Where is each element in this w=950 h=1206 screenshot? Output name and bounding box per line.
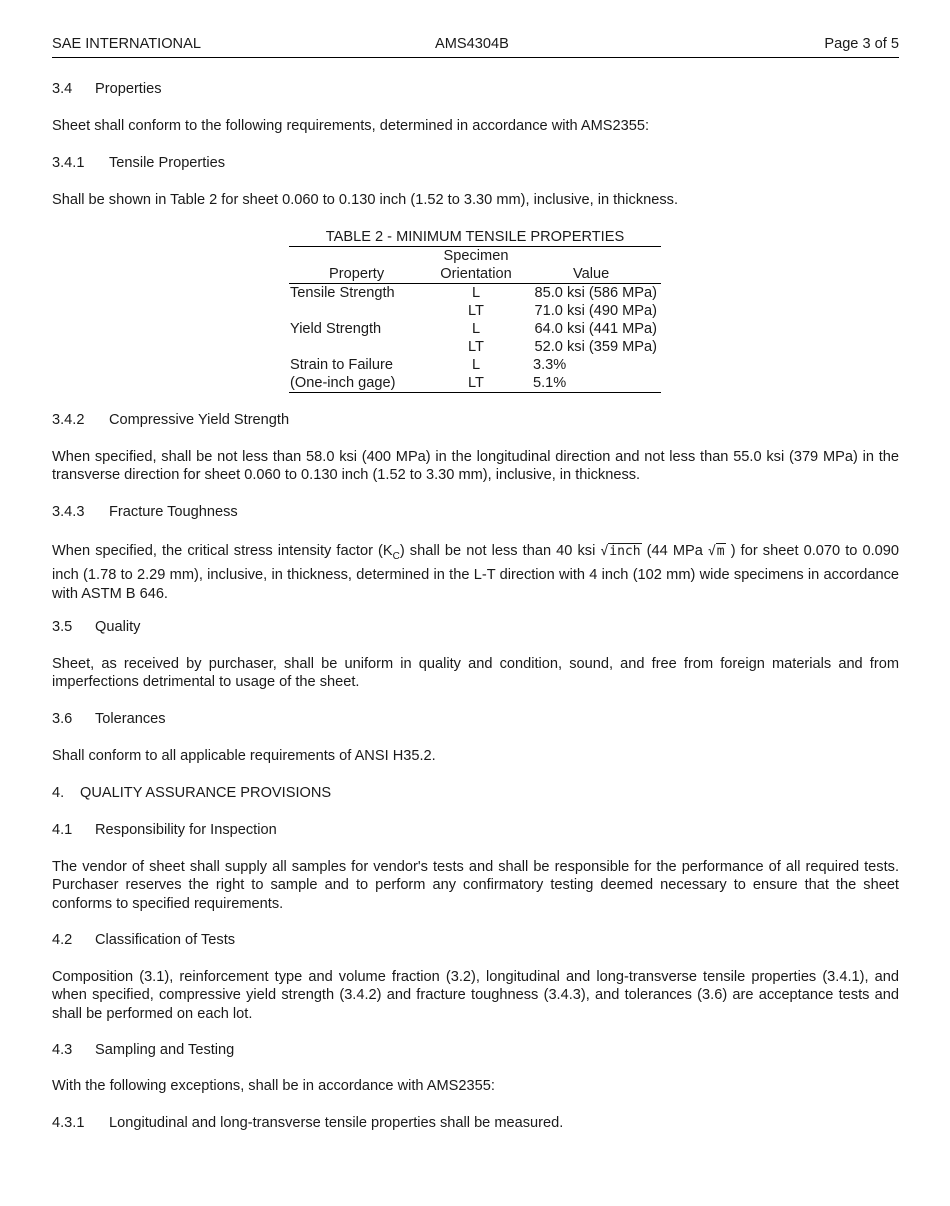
section-4-3-body: With the following exceptions, shall be in accordance with AMS2355:: [52, 1078, 495, 1094]
table-row: [289, 356, 661, 374]
header-value: Value: [573, 266, 610, 282]
table-header: [289, 247, 661, 284]
sqrt-m: √m: [707, 544, 725, 559]
header-page-number: Page 3 of 5: [824, 36, 899, 52]
section-title: QUALITY ASSURANCE PROVISIONS: [80, 785, 332, 801]
cell-orientation: LT: [468, 303, 484, 319]
section-3-4-1-heading: [52, 154, 899, 172]
section-3-4-1-body: Shall be shown in Table 2 for sheet 0.060 to 0.130 inch (1.52 to 3.30 mm), inclusive, in thickness.: [52, 192, 678, 208]
section-number: 4.2: [52, 932, 73, 948]
cell-value: 3.3%: [533, 357, 567, 373]
sqrt-inch: √inch: [600, 544, 641, 559]
section-number: 3.4.3: [52, 504, 85, 520]
section-3-4-heading: [52, 80, 899, 98]
cell-value: 64.0 ksi (441 MPa): [534, 321, 657, 337]
table-row: [289, 320, 661, 338]
header-orientation-line2: Orientation: [440, 266, 512, 282]
section-title: Responsibility for Inspection: [95, 822, 277, 838]
cell-orientation: L: [471, 357, 481, 373]
section-3-4-3-body: [52, 542, 899, 605]
section-3-5-body: Sheet, as received by purchaser, shall be uniform in quality and condition, sound, and free from foreign materials and from imperfections detrimental to usage of the sheet.: [52, 656, 899, 691]
table-2-minimum-tensile-properties: [289, 228, 661, 393]
cell-value: 52.0 ksi (359 MPa): [534, 339, 657, 355]
section-3-4-2-body: When specified, shall be not less than 58.0 ksi (400 MPa) in the longitudinal direction and not less than 55.0 ksi (379 MPa) in the transverse direction for sheet 0.060 to 0.130 inch (1.52 to 3.30 mm), inclusive, in thickness.: [52, 449, 899, 484]
header-property: Property: [329, 266, 385, 282]
header-document-number: AMS4304B: [435, 36, 509, 52]
section-3-4-2-heading: [52, 411, 899, 429]
section-3-4-3-heading: [52, 503, 899, 521]
cell-orientation: L: [471, 285, 481, 301]
table-bottom-rule: [289, 392, 661, 393]
cell-property: Tensile Strength: [290, 285, 395, 301]
section-number: 3.5: [52, 619, 73, 635]
cell-orientation: LT: [468, 375, 484, 391]
cell-property: Strain to Failure: [290, 357, 394, 373]
section-title: Tensile Properties: [109, 155, 225, 171]
table-row: [289, 284, 661, 302]
cell-orientation: LT: [468, 339, 484, 355]
section-3-6-body: Shall conform to all applicable requirements of ANSI H35.2.: [52, 748, 436, 764]
cell-property: Yield Strength: [290, 321, 382, 337]
section-3-5-heading: [52, 618, 899, 636]
section-title: Sampling and Testing: [95, 1042, 235, 1058]
section-title: Classification of Tests: [95, 932, 236, 948]
section-4-2-heading: [52, 931, 899, 949]
cell-value: 5.1%: [533, 375, 567, 391]
section-4-2-body: Composition (3.1), reinforcement type and volume fraction (3.2), longitudinal and long-transverse tensile properties (3.4.1), and when specified, compressive yield strength (3.4.2) and fracture toughness (3.4.3), and tolerances (3.6) are acceptance tests and shall be performed on each lot.: [52, 969, 899, 1022]
cell-value: 71.0 ksi (490 MPa): [534, 303, 657, 319]
section-4-heading: [52, 784, 899, 802]
table-row: [289, 302, 661, 320]
subscript-c: C: [392, 550, 400, 562]
section-title: Properties: [95, 81, 162, 97]
section-number: 3.4.2: [52, 412, 85, 428]
section-4-3-1: [52, 1114, 899, 1132]
section-title: Compressive Yield Strength: [109, 412, 290, 428]
radicand-m: m: [716, 544, 725, 559]
header-organization: SAE INTERNATIONAL: [52, 36, 201, 52]
section-number: 4.3.1: [52, 1115, 85, 1131]
body-text: ) for sheet 0.070 to 0.090 inch (1.78 to 2.29 mm), inclusive, in thickness, determined in the L-T direction with 4 inch (102 mm) wide specimens in accordance with ASTM B 646.: [52, 543, 899, 603]
body-text: When specified, the critical stress intensity factor (K: [52, 543, 393, 559]
section-number: 3.4.1: [52, 155, 85, 171]
section-number: 3.6: [52, 711, 73, 727]
cell-value: 85.0 ksi (586 MPa): [534, 285, 657, 301]
section-3-6-heading: [52, 710, 899, 728]
section-4-1-heading: [52, 821, 899, 839]
section-title: Quality: [95, 619, 141, 635]
page-header: [52, 36, 899, 58]
section-3-4-body: Sheet shall conform to the following requirements, determined in accordance with AMS2355:: [52, 118, 650, 134]
table-row: [289, 374, 661, 392]
table-row: [289, 338, 661, 356]
table-title: TABLE 2 - MINIMUM TENSILE PROPERTIES: [289, 228, 661, 247]
section-text: Longitudinal and long-transverse tensile properties shall be measured.: [109, 1115, 564, 1131]
cell-orientation: L: [471, 321, 481, 337]
section-title: Fracture Toughness: [109, 504, 238, 520]
cell-property: (One-inch gage): [290, 375, 396, 391]
section-4-1-body: The vendor of sheet shall supply all samples for vendor's tests and shall be responsible for the performance of all required tests. Purchaser reserves the right to sample and to perform any confirmatory testing deemed necessary to ensure that the sheet conforms to specified requirements.: [52, 859, 899, 912]
body-text: (44 MPa: [646, 543, 703, 559]
section-number: 3.4: [52, 81, 73, 97]
section-4-3-heading: [52, 1041, 899, 1059]
section-number: 4.3: [52, 1042, 73, 1058]
body-text: ) shall be not less than 40 ksi: [399, 543, 596, 559]
header-orientation-line1: Specimen: [443, 248, 509, 264]
radicand-inch: inch: [609, 544, 641, 559]
section-number: 4.: [52, 785, 65, 801]
section-title: Tolerances: [95, 711, 166, 727]
section-number: 4.1: [52, 822, 73, 838]
